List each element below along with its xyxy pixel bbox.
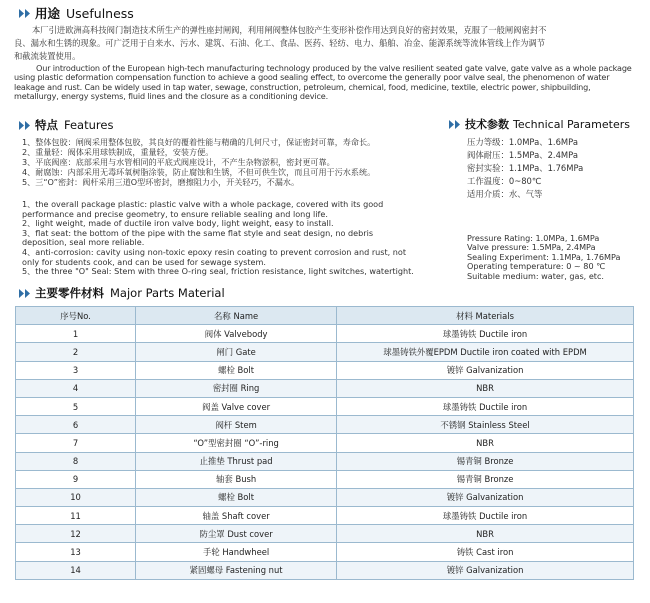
usefulness-cn-line-1: 本厂引进欧洲高科技阀门制造技术所生产的弹性座封闸阀，利用闸阀整体包胶产生变形补偿作用达到良好的密封效果，克服了一般闸阀密封不 [32, 25, 547, 35]
table-row [16, 470, 634, 488]
cell-material: 铸铁 Cast iron [337, 543, 634, 561]
cell-no: 1 [16, 325, 136, 343]
cell-name: 螺栓 Bolt [136, 488, 337, 506]
cell-no: 12 [16, 525, 136, 543]
cell-no: 6 [16, 416, 136, 434]
column-header-materials: 材料 Materials [337, 307, 634, 325]
table-row [16, 434, 634, 452]
cell-name: 阀杆 Stem [136, 416, 337, 434]
spec-en-item: Suitable medium: water, gas, etc. [467, 270, 604, 281]
cell-material: 锡青铜 Bronze [337, 470, 634, 488]
cell-material: NBR [337, 525, 634, 543]
table-header-row [16, 307, 634, 325]
cell-material: 不锈钢 Stainless Steel [337, 416, 634, 434]
feature-cn-item: 1、整体包胶：闸阀采用整体包胶，其良好的覆着性能与精确的几何尺寸，保证密封可靠，寿命长。 [22, 137, 376, 147]
cell-no: 9 [16, 470, 136, 488]
usefulness-title-cn: 用途 [35, 6, 61, 21]
feature-cn-item: 2、重量轻：阀体采用球铁制成，重量轻，安装方便。 [22, 147, 214, 158]
parts-table [15, 306, 634, 580]
spec-cn-item: 压力等级：1.0MPa、1.6MPa [467, 137, 578, 147]
technical-title-en: Technical Parameters [513, 117, 630, 131]
cell-material: NBR [337, 434, 634, 452]
spec-en-item: Operating temperature: 0 ~ 80 ℃ [467, 261, 606, 272]
usefulness-heading [18, 4, 134, 22]
technical-en-list [467, 234, 647, 281]
cell-name: 止推垫 Thrust pad [136, 452, 337, 470]
spec-en-item: Pressure Rating: 1.0MPa, 1.6MPa [467, 233, 600, 243]
technical-cn-list [467, 136, 647, 201]
spec-en-item: Sealing Experiment: 1.1MPa, 1.76MPa [467, 251, 621, 262]
table-row [16, 416, 634, 434]
cell-no: 14 [16, 561, 136, 579]
cell-no: 3 [16, 361, 136, 379]
usefulness-en-text: Our introduction of the European high-tech manufacturing technology produced by the valve resilient seated gate valve, gate valve as a whole package using plastic deformation compensation function to achieve a good sealing effect, to overcome the generally poor valve seal, the phenomenon of water leakage and rust. Can be widely used in tap water, sewage, construction, petroleum, chemical, food, medicine, textile, electric power, shipbuilding, metallurgy, energy systems, fluid lines and the closure as a conditioning device. [14, 63, 632, 102]
cell-material: 镀锌 Galvanization [337, 361, 634, 379]
cell-name: 螺栓 Bolt [136, 361, 337, 379]
cell-no: 5 [16, 397, 136, 415]
cell-name: 密封圈 Ring [136, 379, 337, 397]
cell-material: 球墨铸铁 Ductile iron [337, 507, 634, 525]
feature-en-item: 4、anti-corrosion: cavity using non-toxic epoxy resin coating to prevent corrosion and rust, not only for students cook, and can be used for sewage system. [22, 246, 407, 267]
table-row [16, 507, 634, 525]
usefulness-cn-line-3: 和截流装置使用。 [14, 51, 81, 61]
cell-name: 轴套 Bush [136, 470, 337, 488]
double-chevron-icon [18, 8, 32, 19]
table-row [16, 525, 634, 543]
column-header-name: 名称 Name [136, 307, 337, 325]
table-row [16, 343, 634, 361]
cell-material: NBR [337, 379, 634, 397]
table-row [16, 452, 634, 470]
technical-title-cn: 技术参数 [465, 118, 509, 131]
cell-material: 锡青铜 Bronze [337, 452, 634, 470]
spec-cn-item: 适用介质：水、气等 [467, 188, 543, 199]
feature-cn-item: 4、耐腐蚀：内部采用无毒环氧树脂涂装，防止腐蚀和生锈，不但可供生饮，而且可用于污水系统。 [22, 167, 376, 178]
feature-cn-item: 5、三“O”密封：阀杆采用三道O型环密封，磨擦阻力小，开关轻巧，不漏水。 [22, 177, 300, 188]
table-row [16, 325, 634, 343]
cell-material: 镀锌 Galvanization [337, 561, 634, 579]
cell-name: 阀体 Valvebody [136, 325, 337, 343]
parts-heading [18, 285, 225, 301]
cell-material: 球墨铸铁外覆EPDM Ductile iron coated with EPDM [337, 343, 634, 361]
double-chevron-icon [18, 288, 32, 299]
cell-no: 10 [16, 488, 136, 506]
features-title-en: Features [64, 118, 114, 132]
cell-material: 球墨铸铁 Ductile iron [337, 397, 634, 415]
spec-cn-item: 阀体耐压：1.5MPa、2.4MPa [467, 149, 578, 160]
table-row [16, 361, 634, 379]
spec-cn-item: 密封实验：1.1MPa、1.76MPa [467, 162, 584, 173]
spec-en-item: Valve pressure: 1.5MPa, 2.4MPa [467, 242, 596, 253]
usefulness-title-en: Usefulness [66, 5, 134, 21]
cell-no: 13 [16, 543, 136, 561]
column-header-no: 序号No. [16, 307, 136, 325]
cell-name: 轴盖 Shaft cover [136, 507, 337, 525]
features-title-cn: 特点 [35, 118, 58, 132]
cell-name: 防尘罩 Dust cover [136, 525, 337, 543]
cell-name: “O”型密封圈 “O”-ring [136, 434, 337, 452]
cell-name: 闸门 Gate [136, 343, 337, 361]
table-row [16, 561, 634, 579]
cell-no: 2 [16, 343, 136, 361]
feature-en-item: 2、light weight, made of ductile iron valve body, light weight, easy to install. [22, 218, 334, 229]
cell-name: 手轮 Handwheel [136, 543, 337, 561]
feature-en-item: 5、the three "O" Seal: Stem with three O-ring seal, friction resistance, light switches, watertight. [22, 266, 414, 277]
features-en-list [22, 200, 417, 277]
cell-name: 阀盖 Valve cover [136, 397, 337, 415]
usefulness-cn-line-2: 良、漏水和生锈的现象。可广泛用于自来水、污水、建筑、石油、化工、食品、医药、轻纺、电力、船舶、冶金、能源系统等流体管线上作为调节 [14, 38, 546, 48]
parts-title-cn: 主要零件材料 [35, 286, 104, 300]
cell-material: 镀锌 Galvanization [337, 488, 634, 506]
table-row [16, 379, 634, 397]
table-row [16, 488, 634, 506]
features-heading [18, 117, 113, 133]
feature-en-item: 1、the overall package plastic: plastic valve with a whole package, covered with its good performance and precise geometry, to ensure reliable sealing and long life. [22, 199, 384, 219]
table-row [16, 543, 634, 561]
feature-cn-item: 3、平底阀座：底部采用与水管相同的平底式阀座设计，不产生杂物淤积，密封更可靠。 [22, 157, 335, 168]
cell-no: 7 [16, 434, 136, 452]
spec-cn-item: 工作温度：0~80℃ [467, 175, 542, 186]
cell-name: 紧固螺母 Fastening nut [136, 561, 337, 579]
cell-no: 4 [16, 379, 136, 397]
double-chevron-icon [448, 119, 462, 130]
table-row [16, 397, 634, 415]
parts-table-body [16, 325, 634, 580]
cell-no: 11 [16, 507, 136, 525]
features-cn-list [22, 137, 442, 187]
technical-heading [448, 116, 630, 132]
double-chevron-icon [18, 120, 32, 131]
feature-en-item: 3、flat seat: the bottom of the pipe with the same flat style and seat design, no debris deposition, seal more reliable. [22, 227, 374, 248]
parts-title-en: Major Parts Material [110, 286, 225, 300]
cell-material: 球墨铸铁 Ductile iron [337, 325, 634, 343]
cell-no: 8 [16, 452, 136, 470]
